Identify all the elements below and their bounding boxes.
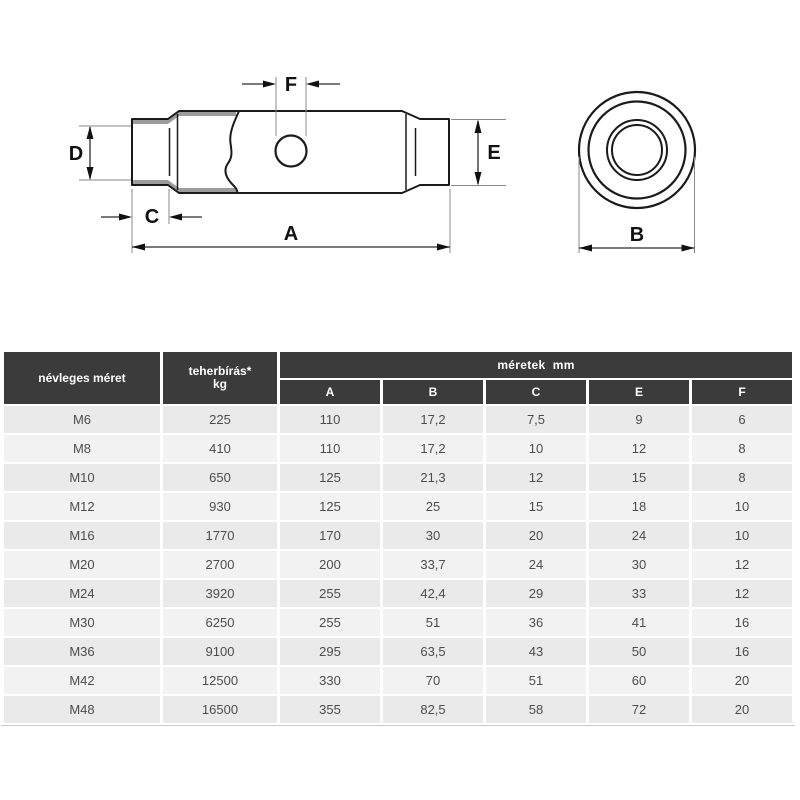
dim-label-f: F [284, 74, 298, 96]
cell-value: 20 [692, 667, 792, 694]
cell-value: 60 [589, 667, 689, 694]
cell-nominal-size: M48 [4, 696, 160, 723]
cell-value: 25 [383, 493, 483, 520]
dim-label-a: A [283, 223, 299, 245]
end-view-outer-circle [579, 92, 695, 208]
forged-shading-bottom [133, 183, 236, 191]
cell-value: 12 [589, 435, 689, 462]
cell-value: 3920 [163, 580, 277, 607]
cell-value: 20 [692, 696, 792, 723]
cell-value: 15 [486, 493, 586, 520]
header-dimensions-mm: méretek mm [280, 352, 792, 378]
cell-value: 8 [692, 464, 792, 491]
arrowhead [306, 81, 319, 88]
cell-value: 225 [163, 406, 277, 433]
cell-value: 82,5 [383, 696, 483, 723]
arrowhead [682, 245, 695, 252]
cell-value: 24 [486, 551, 586, 578]
arrowhead [579, 245, 592, 252]
cell-value: 170 [280, 522, 380, 549]
cell-value: 12 [692, 580, 792, 607]
spec-table-body [4, 406, 792, 723]
cell-value: 21,3 [383, 464, 483, 491]
cell-value: 9100 [163, 638, 277, 665]
arrowhead [437, 244, 450, 251]
cell-value: 20 [486, 522, 586, 549]
cell-value: 10 [692, 493, 792, 520]
cell-value: 33,7 [383, 551, 483, 578]
table-row [4, 696, 792, 723]
table-row [4, 406, 792, 433]
cell-value: 17,2 [383, 406, 483, 433]
cell-value: 1770 [163, 522, 277, 549]
header-load-capacity [163, 352, 277, 404]
cell-nominal-size: M16 [4, 522, 160, 549]
cell-value: 8 [692, 435, 792, 462]
cell-value: 355 [280, 696, 380, 723]
cell-nominal-size: M30 [4, 609, 160, 636]
dimension-c [101, 189, 202, 228]
cell-value: 42,4 [383, 580, 483, 607]
cell-value: 6 [692, 406, 792, 433]
cell-value: 72 [589, 696, 689, 723]
cell-value: 110 [280, 406, 380, 433]
cell-value: 15 [589, 464, 689, 491]
dim-label-c: C [144, 206, 160, 228]
cell-value: 650 [163, 464, 277, 491]
cell-value: 10 [486, 435, 586, 462]
cell-value: 930 [163, 493, 277, 520]
cell-value: 330 [280, 667, 380, 694]
cell-value: 51 [486, 667, 586, 694]
table-row [4, 522, 792, 549]
cell-value: 9 [589, 406, 689, 433]
cell-value: 70 [383, 667, 483, 694]
table-row [4, 493, 792, 520]
cell-value: 18 [589, 493, 689, 520]
cell-value: 12 [692, 551, 792, 578]
header-load-line1: teherbírás* [188, 364, 252, 378]
header-dim-f: F [692, 380, 792, 404]
cell-nominal-size: M12 [4, 493, 160, 520]
table-row [4, 609, 792, 636]
forged-shading-top [133, 114, 236, 122]
arrowhead [169, 214, 182, 221]
cell-value: 255 [280, 580, 380, 607]
dim-label-b: B [629, 224, 645, 246]
header-load-line2: kg [212, 377, 227, 391]
cell-value: 110 [280, 435, 380, 462]
arrowhead [132, 244, 145, 251]
table-row [4, 464, 792, 491]
cell-value: 63,5 [383, 638, 483, 665]
cell-value: 255 [280, 609, 380, 636]
cell-value: 33 [589, 580, 689, 607]
cell-value: 41 [589, 609, 689, 636]
cell-value: 51 [383, 609, 483, 636]
arrowhead [87, 167, 94, 180]
cell-nominal-size: M20 [4, 551, 160, 578]
table-row [4, 638, 792, 665]
cell-nominal-size: M24 [4, 580, 160, 607]
dim-label-e: E [487, 142, 501, 164]
cell-value: 24 [589, 522, 689, 549]
cell-value: 16500 [163, 696, 277, 723]
arrowhead [119, 214, 132, 221]
dimension-d [69, 126, 131, 180]
end-view-bore-circle [612, 125, 662, 175]
arrowhead [263, 81, 276, 88]
cell-value: 200 [280, 551, 380, 578]
cell-value: 125 [280, 464, 380, 491]
cell-value: 58 [486, 696, 586, 723]
dimension-f [242, 74, 340, 136]
cell-value: 10 [692, 522, 792, 549]
cell-nominal-size: M42 [4, 667, 160, 694]
cell-nominal-size: M8 [4, 435, 160, 462]
cell-value: 12500 [163, 667, 277, 694]
cell-value: 29 [486, 580, 586, 607]
side-view [132, 111, 449, 194]
arrowhead [475, 172, 482, 186]
table-row [4, 580, 792, 607]
cell-value: 2700 [163, 551, 277, 578]
cell-value: 43 [486, 638, 586, 665]
arrowhead [87, 126, 94, 139]
cell-value: 7,5 [486, 406, 586, 433]
cell-value: 125 [280, 493, 380, 520]
turnbuckle-drawing [0, 0, 800, 350]
spec-table-header [4, 352, 792, 404]
cell-value: 16 [692, 638, 792, 665]
spec-table [1, 350, 795, 726]
cell-nominal-size: M6 [4, 406, 160, 433]
cell-value: 36 [486, 609, 586, 636]
dimension-e [451, 120, 506, 186]
cell-value: 30 [589, 551, 689, 578]
cell-value: 17,2 [383, 435, 483, 462]
cell-value: 16 [692, 609, 792, 636]
cell-nominal-size: M36 [4, 638, 160, 665]
dimension-b [579, 157, 695, 253]
cell-value: 30 [383, 522, 483, 549]
cell-value: 410 [163, 435, 277, 462]
table-row [4, 667, 792, 694]
end-view-chamfer-circle [589, 102, 686, 199]
header-dim-e: E [589, 380, 689, 404]
arrowhead [475, 120, 482, 134]
dim-label-d: D [68, 143, 84, 165]
cell-value: 12 [486, 464, 586, 491]
end-view [579, 92, 695, 208]
break-line [226, 111, 239, 194]
cell-value: 50 [589, 638, 689, 665]
header-dim-a: A [280, 380, 380, 404]
cell-value: 6250 [163, 609, 277, 636]
end-view-thread-circle [607, 120, 667, 180]
cell-nominal-size: M10 [4, 464, 160, 491]
header-dim-c: C [486, 380, 586, 404]
cell-value: 295 [280, 638, 380, 665]
table-row [4, 551, 792, 578]
center-hole [276, 136, 307, 167]
dimension-a [132, 189, 450, 253]
technical-drawing [0, 0, 800, 350]
header-nominal-size: névleges méret [4, 352, 160, 404]
table-row [4, 435, 792, 462]
header-dim-b: B [383, 380, 483, 404]
